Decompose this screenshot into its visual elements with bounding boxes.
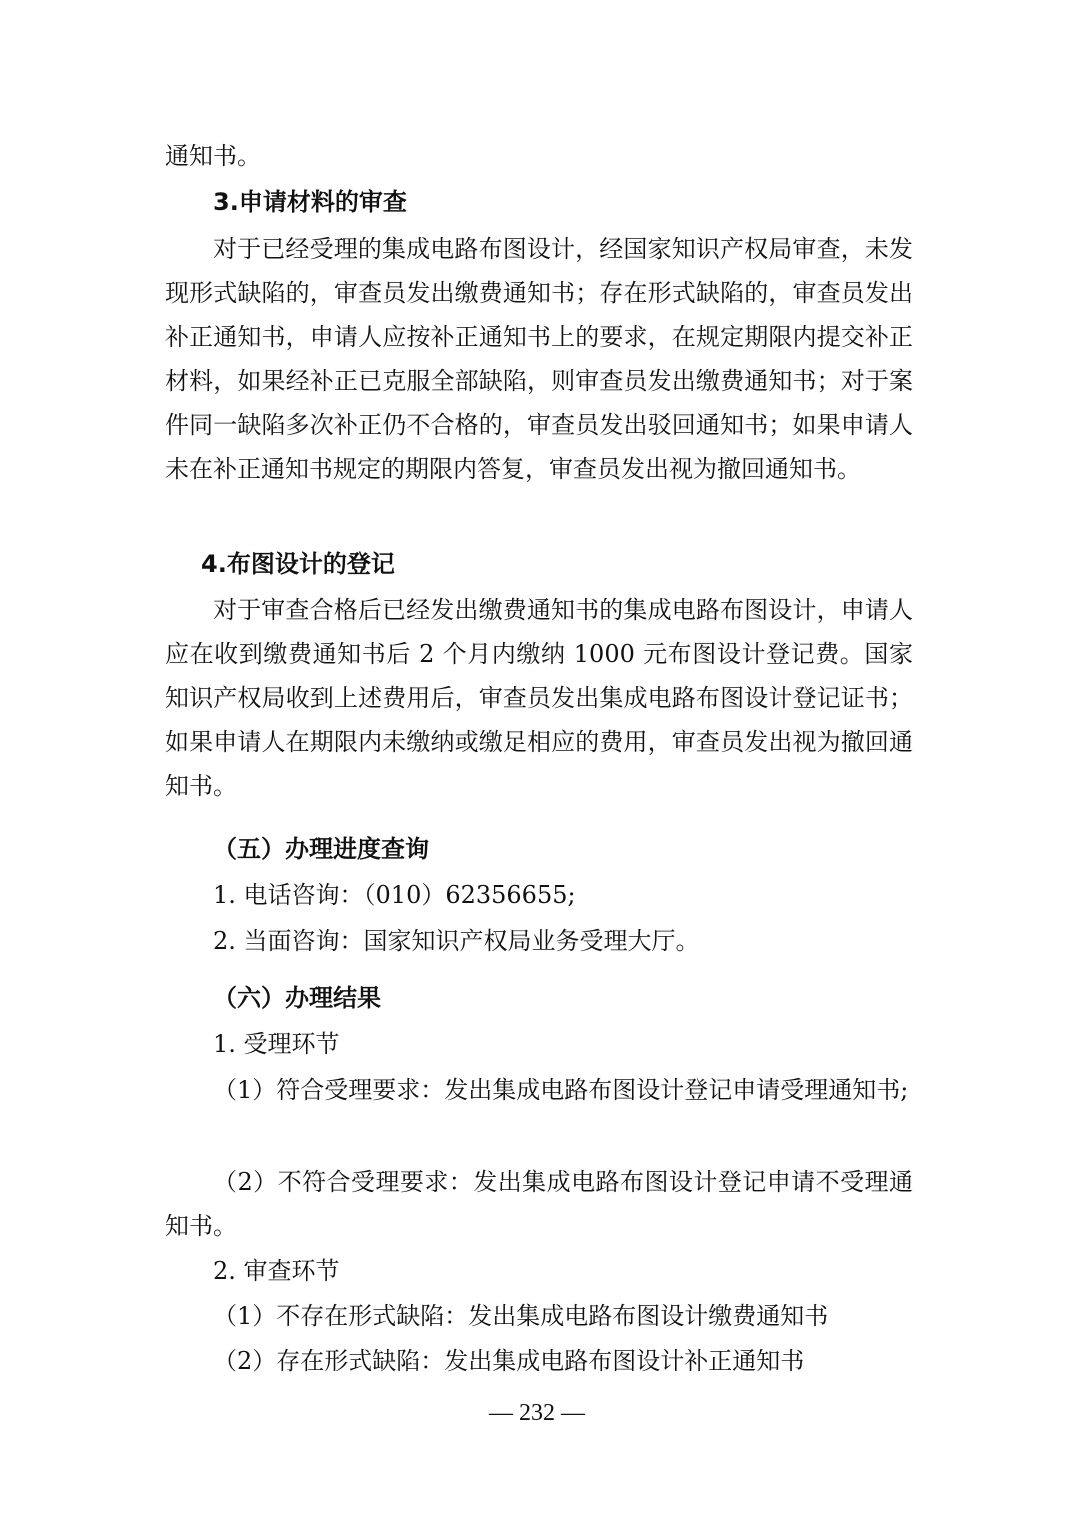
list-item — [165, 919, 913, 963]
paragraph-text: 对于已经受理的集成电路布图设计，经国家知识产权局审查，未发现形式缺陷的，审查员发出缴费通知书；存在形式缺陷的，审查员发出补正通知书，申请人应按补正通知书上的要求，在规定期限内提交补正材料，如果经补正已克服全部缺陷，则审查员发出缴费通知书；对于案件同一缺陷多次补正仍不合格的，审查员发出驳回通知书；如果申请人未在补正通知书规定的期限内答复，审查员发出视为撤回通知书。 — [165, 235, 913, 483]
subheading-text: 3.申请材料的审查 — [213, 188, 407, 216]
list-item-text: （1）不存在形式缺陷：发出集成电路布图设计缴费通知书 — [213, 1302, 829, 1330]
section-heading-text: （六）办理结果 — [213, 983, 381, 1012]
subheading-registration — [165, 542, 913, 586]
page-number: — 232 — — [489, 1400, 585, 1426]
list-item-text: 1. 受理环节 — [213, 1030, 340, 1058]
list-item-text: （1）符合受理要求：发出集成电路布图设计登记申请受理通知书; — [213, 1076, 909, 1104]
list-item-text: 1. 电话咨询：（010）62356655; — [213, 881, 576, 909]
list-item — [165, 1339, 913, 1383]
section-heading-results — [165, 976, 913, 1020]
list-item — [165, 1160, 913, 1248]
list-item — [165, 873, 913, 917]
list-item-text: 2. 审查环节 — [213, 1257, 340, 1285]
list-item — [165, 1022, 913, 1066]
subheading-text: 4.布图设计的登记 — [201, 550, 395, 578]
carryover-paragraph — [165, 134, 913, 178]
paragraph-text: 通知书。 — [165, 142, 261, 170]
subheading-application-review — [165, 180, 913, 224]
list-item — [165, 1249, 913, 1293]
paragraph-registration — [165, 588, 913, 808]
list-item — [165, 1294, 913, 1338]
paragraph-text: 对于审查合格后已经发出缴费通知书的集成电路布图设计，申请人应在收到缴费通知书后 2 个月内缴纳 1000 元布图设计登记费。国家知识产权局收到上述费用后，审查员发出集成电路布图设计登记证书；如果申请人在期限内未缴纳或缴足相应的费用，审查员发出视为撤回通知书。 — [165, 596, 913, 800]
section-heading-text: （五）办理进度查询 — [213, 834, 429, 863]
list-item-text: （2）存在形式缺陷：发出集成电路布图设计补正通知书 — [213, 1347, 805, 1375]
list-item-text: 2. 当面咨询：国家知识产权局业务受理大厅。 — [213, 927, 700, 955]
list-item — [165, 1068, 913, 1112]
section-heading-progress-query — [165, 827, 913, 871]
paragraph-review — [165, 227, 913, 491]
list-item-text: （2）不符合受理要求：发出集成电路布图设计登记申请不受理通知书。 — [165, 1168, 913, 1240]
